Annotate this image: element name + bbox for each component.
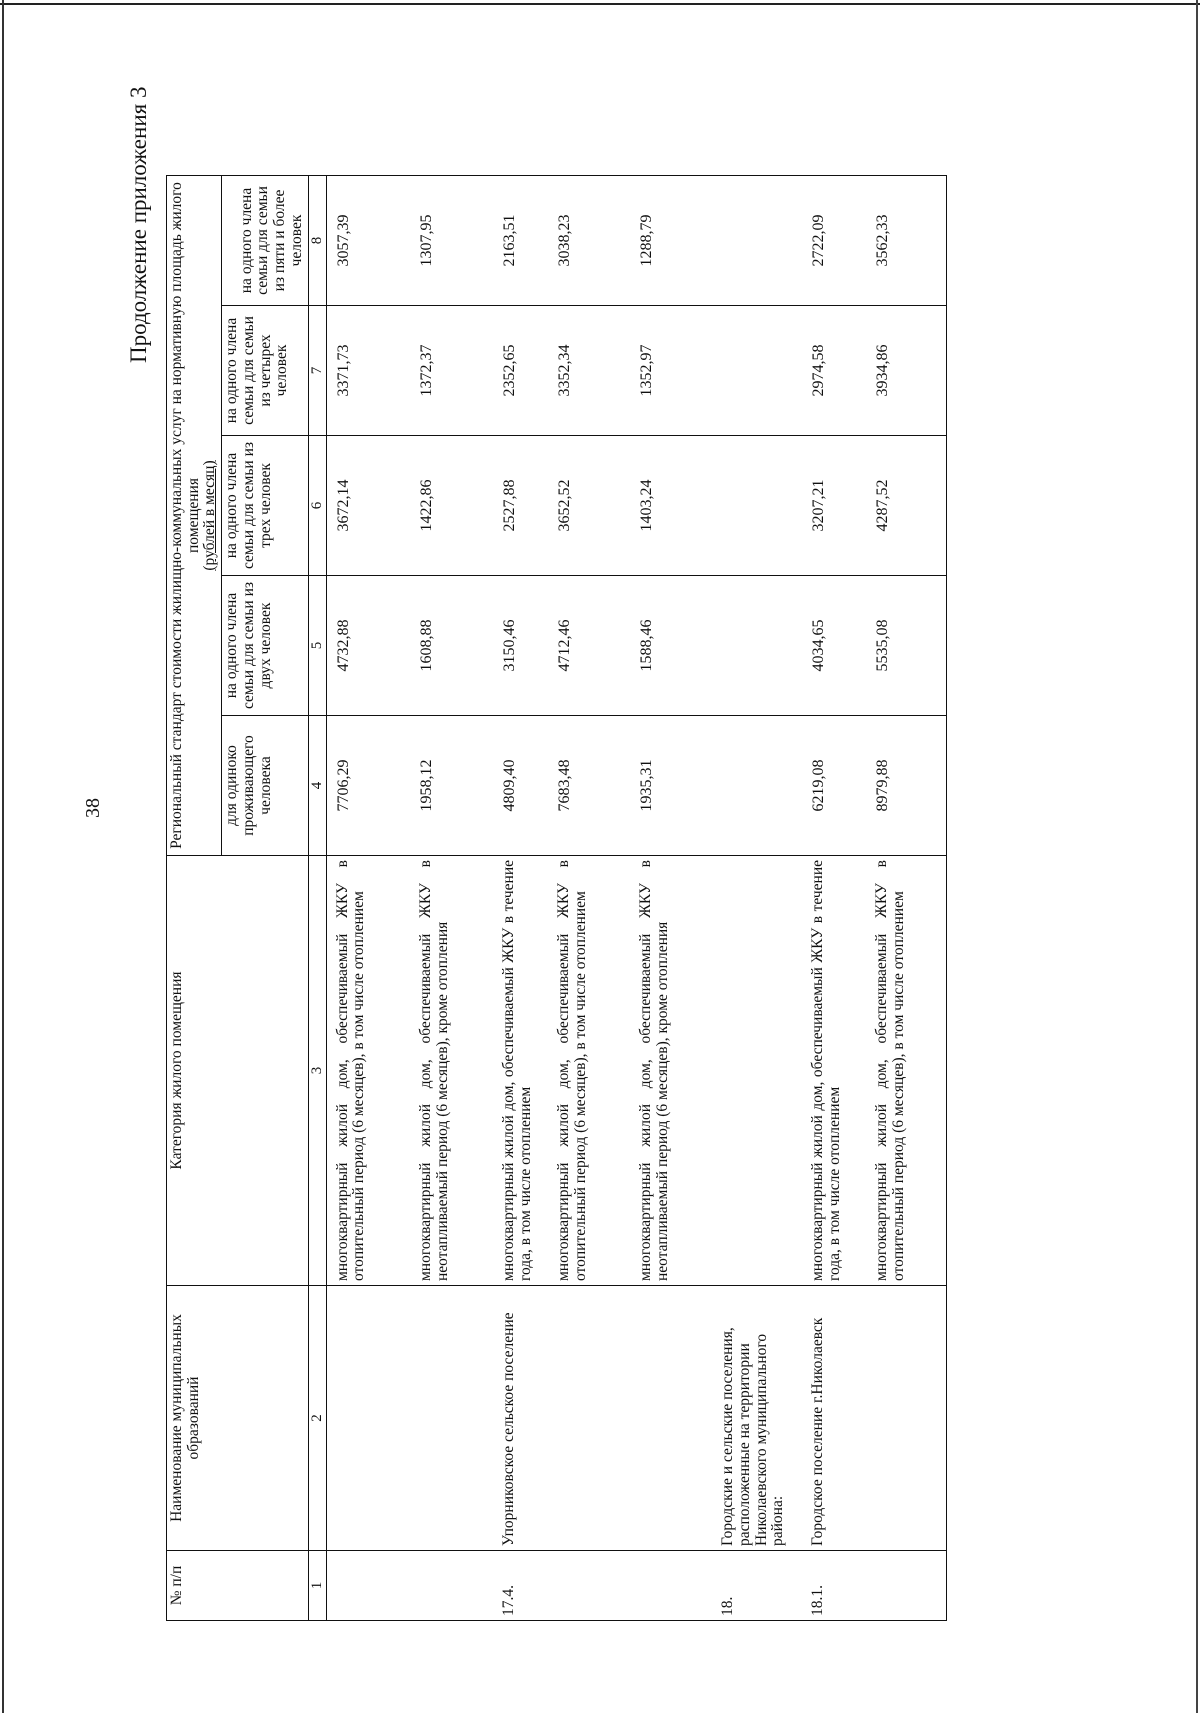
row-municipality bbox=[548, 1286, 630, 1551]
row-category: многоквартирный жилой дом, обеспечиваемый ЖКУ в отопительный период (6 месяцев), в том числе отоплением bbox=[548, 856, 630, 1286]
row-value: 3934,86 bbox=[866, 306, 946, 436]
row-municipality: Городские и сельские поселения, расположенные на территории Николаевского муниципального района: bbox=[712, 1286, 802, 1551]
row-value: 4809,40 bbox=[493, 716, 548, 856]
row-value: 2163,51 bbox=[493, 176, 548, 306]
row-municipality bbox=[630, 1286, 712, 1551]
row-number: 18. bbox=[712, 1551, 802, 1621]
row-number bbox=[866, 1551, 946, 1621]
page-number: 38 bbox=[82, 798, 104, 818]
header-name: Наименование муниципальных образований bbox=[167, 1286, 309, 1551]
table-row bbox=[866, 176, 946, 1621]
row-value: 2722,09 bbox=[802, 176, 866, 306]
row-value: 2974,58 bbox=[802, 306, 866, 436]
row-value: 1958,12 bbox=[410, 716, 493, 856]
header-family-5-top bbox=[222, 176, 237, 306]
row-municipality: Упорниковское сельское поселение bbox=[493, 1286, 548, 1551]
housing-standard-table bbox=[166, 175, 947, 1621]
row-number bbox=[548, 1551, 630, 1621]
row-value: 5535,08 bbox=[866, 576, 946, 716]
row-value: 4712,46 bbox=[548, 576, 630, 716]
row-value: 3207,21 bbox=[802, 436, 866, 576]
row-value: 1608,88 bbox=[410, 576, 493, 716]
header-family-3: на одного члена семьи для семьи из трех человек bbox=[222, 436, 308, 576]
col-number-3: 3 bbox=[308, 856, 326, 1286]
row-value: 1935,31 bbox=[630, 716, 712, 856]
row-category: многоквартирный жилой дом, обеспечиваемый ЖКУ в неотапливаемый период (6 месяцев), кроме отопления bbox=[410, 856, 493, 1286]
table-row bbox=[630, 176, 712, 1621]
col-number-2: 2 bbox=[308, 1286, 326, 1551]
header-family-5: на одного члена семьи для семьи из пяти и более человек bbox=[237, 176, 308, 306]
col-number-7: 7 bbox=[308, 306, 326, 436]
header-single: для одиноко проживающего человека bbox=[222, 716, 308, 856]
row-value: 7706,29 bbox=[326, 716, 410, 856]
row-value: 1588,46 bbox=[630, 576, 712, 716]
row-value: 4034,65 bbox=[802, 576, 866, 716]
header-family-2: на одного члена семьи для семьи из двух человек bbox=[222, 576, 308, 716]
table-row bbox=[493, 176, 548, 1621]
header-category: Категория жилого помещения bbox=[167, 856, 309, 1286]
row-municipality bbox=[326, 1286, 410, 1551]
header-family-4: на одного члена семьи для семьи из четырех человек bbox=[222, 306, 308, 436]
row-value bbox=[712, 436, 802, 576]
row-value: 1307,95 bbox=[410, 176, 493, 306]
header-num: № п/п bbox=[167, 1551, 309, 1621]
row-value bbox=[712, 716, 802, 856]
row-municipality bbox=[866, 1286, 946, 1551]
table-row bbox=[802, 176, 866, 1621]
row-number: 17.4. bbox=[493, 1551, 548, 1621]
row-value: 4287,52 bbox=[866, 436, 946, 576]
col-number-6: 6 bbox=[308, 436, 326, 576]
row-number bbox=[410, 1551, 493, 1621]
row-value: 3352,34 bbox=[548, 306, 630, 436]
row-value: 3057,39 bbox=[326, 176, 410, 306]
row-value: 3038,23 bbox=[548, 176, 630, 306]
row-value: 7683,48 bbox=[548, 716, 630, 856]
row-category: многоквартирный жилой дом, обеспечиваемый ЖКУ в отопительный период (6 месяцев), в том числе отоплением bbox=[326, 856, 410, 1286]
row-value bbox=[712, 306, 802, 436]
row-category: многоквартирный жилой дом, обеспечиваемый ЖКУ в течение года, в том числе отоплением bbox=[493, 856, 548, 1286]
row-value: 3672,14 bbox=[326, 436, 410, 576]
row-value: 3371,73 bbox=[326, 306, 410, 436]
header-standard-unit: (рублей в месяц) bbox=[201, 460, 219, 571]
col-number-5: 5 bbox=[308, 576, 326, 716]
row-value: 1372,37 bbox=[410, 306, 493, 436]
row-value: 1352,97 bbox=[630, 306, 712, 436]
table-row bbox=[326, 176, 410, 1621]
row-value: 8979,88 bbox=[866, 716, 946, 856]
row-value bbox=[712, 176, 802, 306]
row-value: 3562,33 bbox=[866, 176, 946, 306]
row-category: многоквартирный жилой дом, обеспечиваемый ЖКУ в отопительный период (6 месяцев), в том числе отоплением bbox=[866, 856, 946, 1286]
row-municipality: Городское поселение г.Николаевск bbox=[802, 1286, 866, 1551]
col-number-1: 1 bbox=[308, 1551, 326, 1621]
row-value bbox=[712, 576, 802, 716]
row-value: 1288,79 bbox=[630, 176, 712, 306]
row-category: многоквартирный жилой дом, обеспечиваемый ЖКУ в неотапливаемый период (6 месяцев), кроме отопления bbox=[630, 856, 712, 1286]
row-number bbox=[326, 1551, 410, 1621]
table-row bbox=[712, 176, 802, 1621]
row-number bbox=[630, 1551, 712, 1621]
row-category: многоквартирный жилой дом, обеспечиваемый ЖКУ в течение года, в том числе отоплением bbox=[802, 856, 866, 1286]
continuation-label: Продолжение приложения 3 bbox=[126, 86, 151, 363]
row-value: 4732,88 bbox=[326, 576, 410, 716]
table-row bbox=[548, 176, 630, 1621]
col-number-4: 4 bbox=[308, 716, 326, 856]
row-value: 3150,46 bbox=[493, 576, 548, 716]
row-value: 3652,52 bbox=[548, 436, 630, 576]
row-value: 2352,65 bbox=[493, 306, 548, 436]
header-standard bbox=[167, 176, 222, 856]
row-value: 6219,08 bbox=[802, 716, 866, 856]
row-value: 1403,24 bbox=[630, 436, 712, 576]
row-value: 1422,86 bbox=[410, 436, 493, 576]
row-number: 18.1. bbox=[802, 1551, 866, 1621]
table-row bbox=[410, 176, 493, 1621]
col-number-8: 8 bbox=[308, 176, 326, 306]
row-category bbox=[712, 856, 802, 1286]
header-standard-text: Региональный стандарт стоимости жилищно-коммунальных услуг на нормативную площадь жилого помещения bbox=[168, 182, 202, 849]
row-value: 2527,88 bbox=[493, 436, 548, 576]
row-municipality bbox=[410, 1286, 493, 1551]
